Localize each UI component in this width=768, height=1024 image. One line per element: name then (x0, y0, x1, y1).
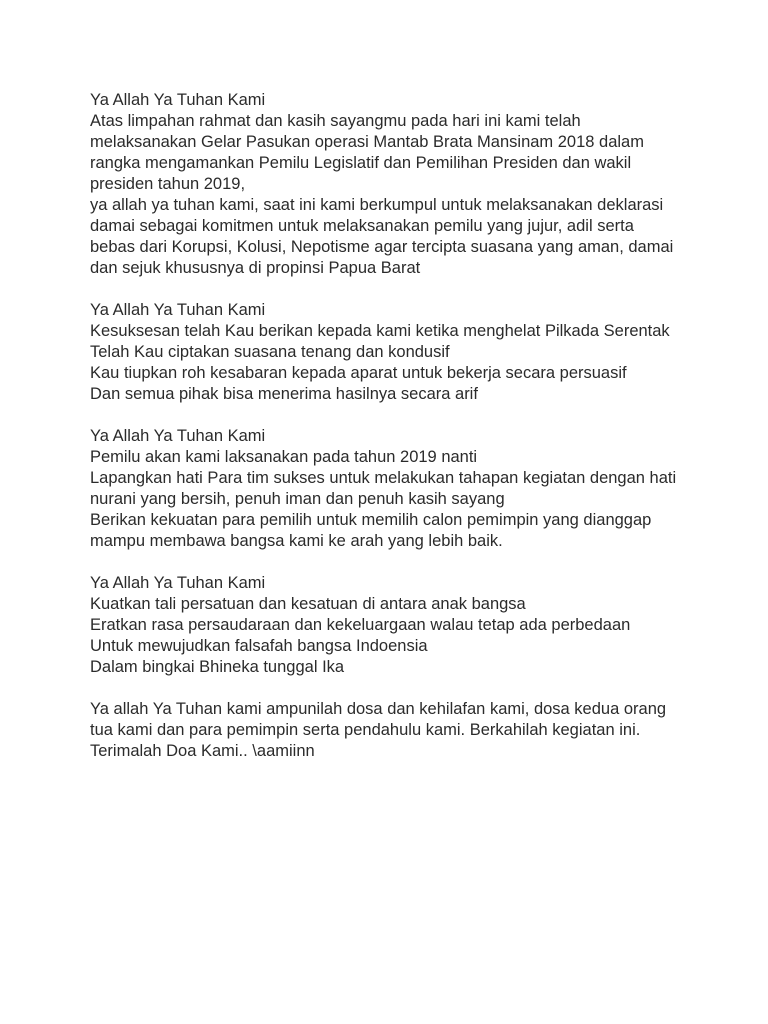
stanza-2 (90, 300, 730, 405)
text-line: nurani yang bersih, penuh iman dan penuh kasih sayang (90, 490, 505, 508)
text-line: presiden tahun 2019, (90, 175, 246, 193)
stanza-heading: Ya Allah Ya Tuhan Kami (90, 574, 266, 592)
text-line: melaksanakan Gelar Pasukan operasi Mantab Brata Mansinam 2018 dalam (90, 133, 644, 151)
stanza-4 (90, 573, 730, 678)
document-page (90, 90, 730, 783)
text-line: Telah Kau ciptakan suasana tenang dan kondusif (90, 343, 450, 361)
stanza-heading: Ya Allah Ya Tuhan Kami (90, 91, 266, 109)
stanza-1 (90, 90, 730, 279)
text-line: Berikan kekuatan para pemilih untuk memilih calon pemimpin yang dianggap (90, 511, 652, 529)
text-line: dan sejuk khususnya di propinsi Papua Barat (90, 259, 421, 277)
text-line: Atas limpahan rahmat dan kasih sayangmu pada hari ini kami telah (90, 112, 581, 130)
text-line: Pemilu akan kami laksanakan pada tahun 2019 nanti (90, 448, 478, 466)
stanza-3 (90, 426, 730, 552)
text-line: Eratkan rasa persaudaraan dan kekeluargaan walau tetap ada perbedaan (90, 616, 631, 634)
text-line: Ya allah Ya Tuhan kami ampunilah dosa dan kehilafan kami, dosa kedua orang (90, 700, 667, 718)
text-line: damai sebagai komitmen untuk melaksanakan pemilu yang jujur, adil serta (90, 217, 634, 235)
text-line: Dan semua pihak bisa menerima hasilnya secara arif (90, 385, 478, 403)
stanza-5 (90, 699, 730, 762)
text-line: Untuk mewujudkan falsafah bangsa Indoensia (90, 637, 428, 655)
stanza-heading: Ya Allah Ya Tuhan Kami (90, 427, 266, 445)
text-line: ya allah ya tuhan kami, saat ini kami berkumpul untuk melaksanakan deklarasi (90, 196, 664, 214)
text-line: Lapangkan hati Para tim sukses untuk melakukan tahapan kegiatan dengan hati (90, 469, 677, 487)
text-line: mampu membawa bangsa kami ke arah yang lebih baik. (90, 532, 503, 550)
text-line: tua kami dan para pemimpin serta pendahulu kami. Berkahilah kegiatan ini. (90, 721, 641, 739)
text-line: Terimalah Doa Kami.. \aamiinn (90, 742, 315, 760)
text-line: rangka mengamankan Pemilu Legislatif dan Pemilihan Presiden dan wakil (90, 154, 632, 172)
text-line: bebas dari Korupsi, Kolusi, Nepotisme agar tercipta suasana yang aman, damai (90, 238, 674, 256)
text-line: Dalam bingkai Bhineka tunggal Ika (90, 658, 345, 676)
text-line: Kuatkan tali persatuan dan kesatuan di antara anak bangsa (90, 595, 526, 613)
text-line: Kesuksesan telah Kau berikan kepada kami ketika menghelat Pilkada Serentak (90, 322, 670, 340)
text-line: Kau tiupkan roh kesabaran kepada aparat untuk bekerja secara persuasif (90, 364, 627, 382)
stanza-heading: Ya Allah Ya Tuhan Kami (90, 301, 266, 319)
